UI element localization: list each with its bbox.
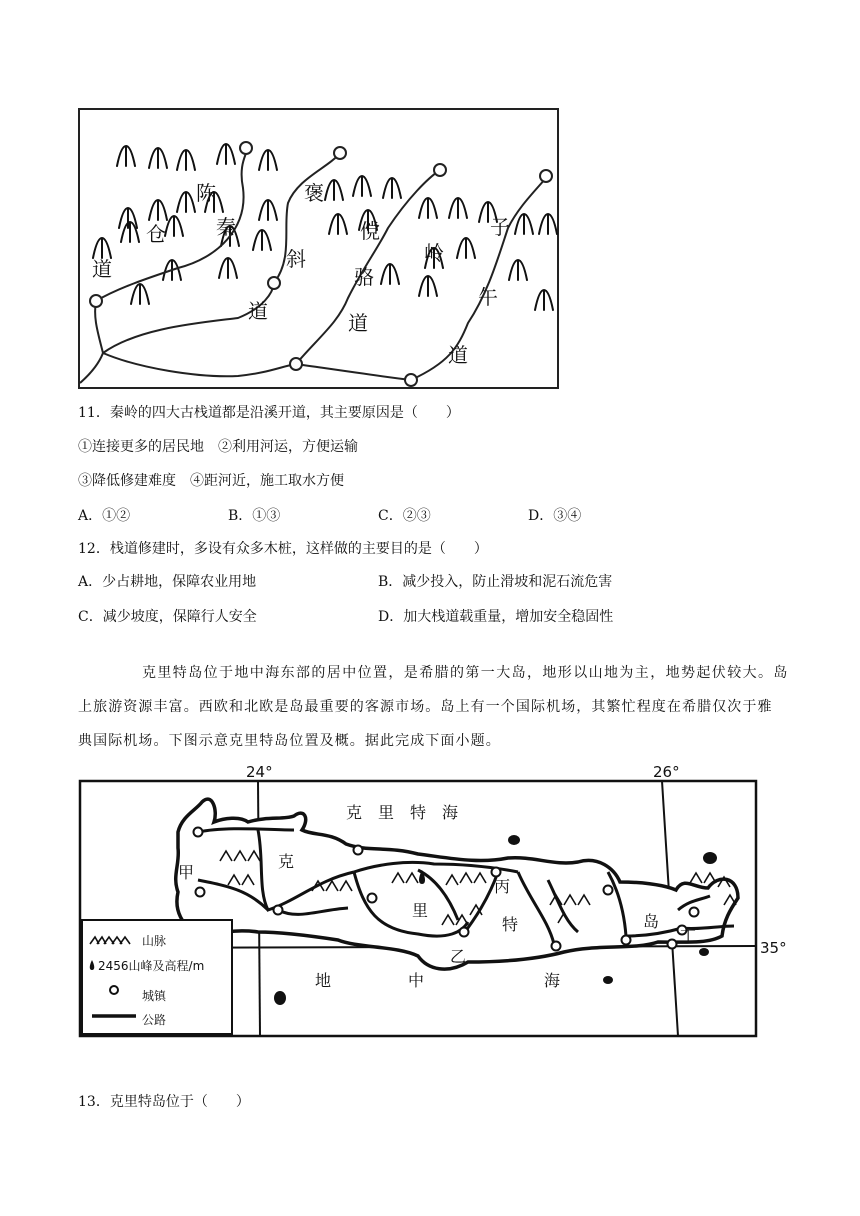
qinling-plank-road-map (78, 108, 560, 390)
legend-road-label: 公路 (142, 1013, 167, 1027)
question-13-stem: 13．克里特岛位于（ ） (78, 1094, 250, 1110)
island-name-char-4: 岛 (643, 912, 660, 931)
map1-label-chen: 陈 (196, 181, 216, 205)
map1-label-wu: 午 (478, 285, 498, 309)
question-12-option-a: A．少占耕地，保障农业用地 (78, 574, 257, 590)
map1-label-tang: 傥 (360, 219, 380, 243)
legend-peak-label: 2456山峰及高程/m (98, 959, 205, 973)
map1-label-zi: 子 (490, 215, 510, 239)
legend-mountain-label: 山脉 (142, 934, 167, 948)
map1-label-qin: 秦 (216, 215, 236, 239)
island-name-char-3: 特 (502, 915, 519, 934)
map1-label-dao: 道 (348, 311, 368, 335)
map1-label-dao: 道 (92, 257, 112, 281)
point-jia-label: 甲 (178, 863, 195, 882)
point-yi-label: 乙 (450, 947, 467, 966)
mediterranean-label-2: 中 (408, 971, 425, 990)
passage-line: 上旅游资源丰富。西欧和北欧是岛最重要的客源市场。岛上有一个国际机场，其繁忙程度在希腊仅次于雅 (78, 699, 773, 715)
map1-label-luo: 骆 (354, 265, 374, 289)
question-12-option-b: B．减少投入，防止滑坡和泥石流危害 (378, 574, 613, 590)
island-name-char-1: 克 (278, 852, 295, 871)
mediterranean-label-1: 地 (315, 971, 332, 990)
legend-town-label: 城镇 (142, 989, 167, 1003)
map1-label-dao: 道 (248, 299, 268, 323)
crete-location-map (78, 760, 798, 1042)
question-11-option-d: D．③④ (528, 508, 582, 524)
map1-label-dao: 道 (448, 343, 468, 367)
point-ding-label: 丁 (680, 927, 697, 946)
question-11-option-b: B．①③ (228, 508, 281, 524)
passage-line: 克里特岛位于地中海东部的居中位置，是希腊的第一大岛，地形以山地为主，地势起伏较大。岛 (142, 665, 789, 681)
map1-label-ling: 岭 (424, 241, 444, 265)
map1-label-xie: 斜 (286, 247, 306, 271)
map-legend (82, 920, 232, 1034)
question-12-stem: 12．栈道修建时，多设有众多木桩，这样做的主要目的是（ ） (78, 541, 488, 557)
longitude-26-label: 26° (653, 763, 680, 781)
point-bing-label: 丙 (494, 877, 511, 896)
island-name-char-2: 里 (412, 901, 429, 920)
cretan-sea-label: 克 里 特 海 (346, 803, 459, 822)
question-11-stem: 11．秦岭的四大古栈道都是沿溪开道，其主要原因是（ ） (78, 405, 460, 421)
latitude-35-label: 35° (760, 939, 787, 957)
question-11-option-a: A．①② (78, 508, 131, 524)
mediterranean-label-3: 海 (544, 971, 561, 990)
question-11-statements-2: ③降低修建难度 ④距河近，施工取水方便 (78, 473, 344, 489)
question-12-option-c: C．减少坡度，保障行人安全 (78, 609, 257, 625)
question-11-option-c: C．②③ (378, 508, 431, 524)
question-11-statements-1: ①连接更多的居民地 ②利用河运，方便运输 (78, 439, 358, 455)
longitude-24-label: 24° (246, 763, 273, 781)
question-12-option-d: D．加大栈道载重量，增加安全稳固性 (378, 609, 614, 625)
passage-line: 典国际机场。下图示意克里特岛位置及概。据此完成下面小题。 (78, 733, 501, 749)
crete-passage (78, 656, 789, 758)
map1-label-cang: 仓 (146, 222, 166, 246)
map1-label-bao: 褒 (304, 181, 324, 205)
